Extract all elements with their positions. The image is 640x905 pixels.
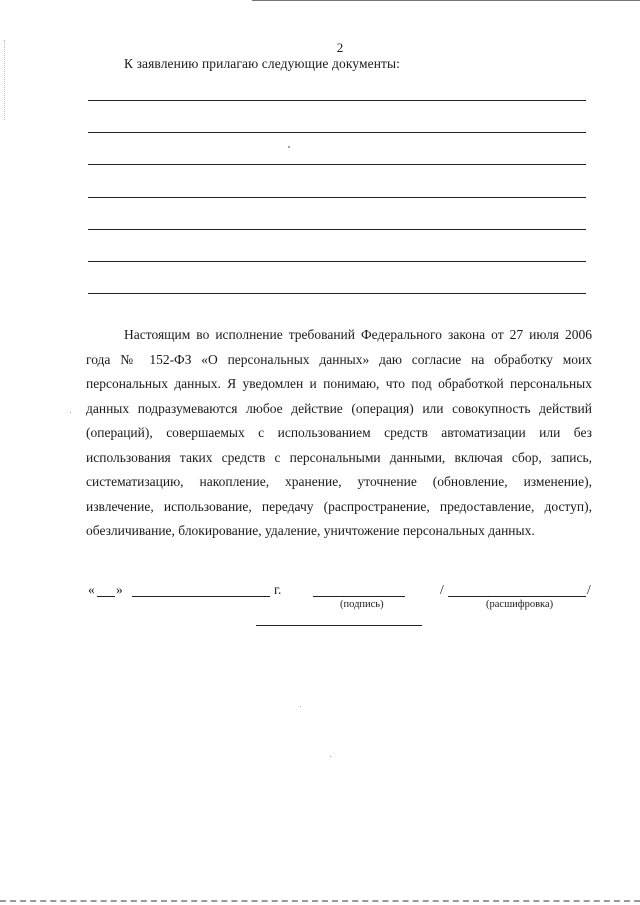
decoding-slash-right: /	[587, 582, 591, 597]
extra-signature-line	[256, 625, 422, 626]
scan-edge-top	[252, 0, 640, 1]
signature-caption: (подпись)	[340, 599, 384, 610]
document-entry-line	[88, 197, 586, 198]
decoding-slash-left: /	[440, 582, 444, 597]
decoding-blank-line	[448, 596, 586, 597]
document-entry-line	[88, 229, 586, 230]
personal-data-consent-text: Настоящим во исполнение требований Федерального закона от 27 июля 2006 года № 152-ФЗ «О персональных данных» даю согласие на обработку моих персональных данных. Я уведомлен и понимаю, что под обработкой персональных данных подразумеваются любое действие (операция) или совокупность действий (операций), совершаемых с использованием средств автоматизации или без использования таких средств с персональными данными, включая сбор, запись, систематизацию, накопление, хранение, уточнение (обновление, изменение), извлечение, использование, передачу (распространение, предоставление, доступ), обезличивание, блокирование, удаление, уничтожение персональных данных.	[86, 327, 592, 538]
scan-speck	[288, 146, 290, 148]
year-suffix: г.	[274, 582, 282, 597]
date-quote-close: »	[116, 582, 123, 597]
scan-speck	[330, 756, 331, 757]
attached-documents-heading: К заявлению прилагаю следующие документы:	[124, 56, 401, 71]
scan-edge-bottom	[0, 900, 640, 902]
document-entry-line	[88, 293, 586, 294]
page-number: 2	[336, 40, 344, 55]
scan-speck	[70, 412, 71, 413]
day-blank-line	[97, 596, 115, 597]
month-year-blank-line	[132, 596, 270, 597]
scan-speck	[300, 706, 301, 707]
document-entry-line	[88, 100, 586, 101]
document-entry-line	[88, 164, 586, 165]
signature-blank-line	[313, 596, 405, 597]
document-entry-line	[88, 261, 586, 262]
document-entry-line	[88, 132, 586, 133]
date-quote-open: «	[88, 582, 95, 597]
decoding-caption: (расшифровка)	[486, 599, 554, 610]
